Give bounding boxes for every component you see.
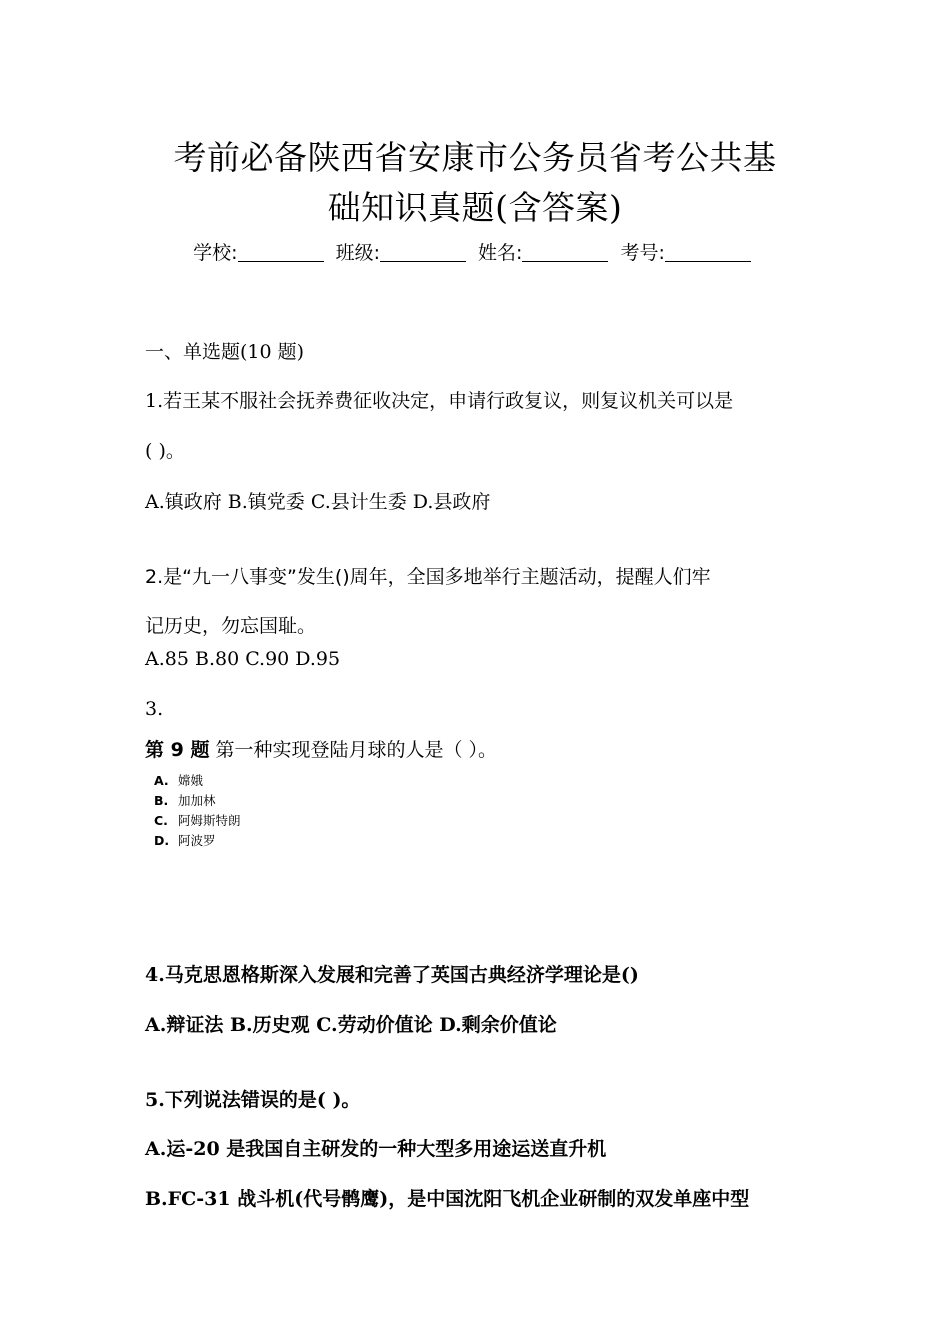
question-2-text-line-1: 2.是“九一八事变”发生()周年，全国多地举行主题活动，提醒人们牢 <box>145 566 711 588</box>
question-3-embedded-question <box>145 735 497 762</box>
question-3-option-b: B. 加加林 <box>154 793 216 808</box>
name-blank <box>522 243 608 262</box>
question-5-option-b: B.FC-31 战斗机(代号鹘鹰)，是中国沈阳飞机企业研制的双发单座中型 <box>145 1188 750 1210</box>
question-2-text-line-2: 记历史，勿忘国耻。 <box>145 615 317 637</box>
name-label: 姓名: <box>478 242 523 264</box>
page-title-line-1: 考前必备陕西省安康市公务员省考公共基 <box>173 138 777 177</box>
question-3-number: 3. <box>145 698 164 720</box>
section-heading: 一、单选题(10 题) <box>145 341 305 363</box>
question-1-options: A.镇政府 B.镇党委 C.县计生委 D.县政府 <box>145 491 491 513</box>
question-5-option-a: A.运-20 是我国自主研发的一种大型多用途运送直升机 <box>145 1138 607 1160</box>
page-title-line-2: 础知识真题(含答案) <box>327 188 623 227</box>
question-3-option-d: D. 阿波罗 <box>154 833 216 848</box>
question-3-sub-label: 第 9 题 <box>145 739 210 761</box>
question-3-option-c: C. 阿姆斯特朗 <box>154 813 241 828</box>
class-blank <box>380 243 466 262</box>
class-label: 班级: <box>335 242 380 264</box>
question-5-text: 5.下列说法错误的是( )。 <box>145 1089 361 1111</box>
exam-number-label: 考号: <box>620 242 665 264</box>
question-4-text: 4.马克思恩格斯深入发展和完善了英国古典经济学理论是() <box>145 964 639 986</box>
question-3-sub-text: 第一种实现登陆月球的人是（ ）。 <box>215 739 498 761</box>
question-3-option-a: A. 嫦娥 <box>154 773 204 788</box>
exam-number-blank <box>665 243 751 262</box>
question-1-text-line-1: 1.若王某不服社会抚养费征收决定，申请行政复议，则复议机关可以是 <box>145 390 734 412</box>
question-1-text-line-2: ( )。 <box>145 440 185 462</box>
question-4-options: A.辩证法 B.历史观 C.劳动价值论 D.剩余价值论 <box>145 1014 557 1036</box>
student-info-row <box>0 238 950 265</box>
school-blank <box>238 243 324 262</box>
question-2-options: A.85 B.80 C.90 D.95 <box>145 648 341 670</box>
school-label: 学校: <box>193 242 238 264</box>
